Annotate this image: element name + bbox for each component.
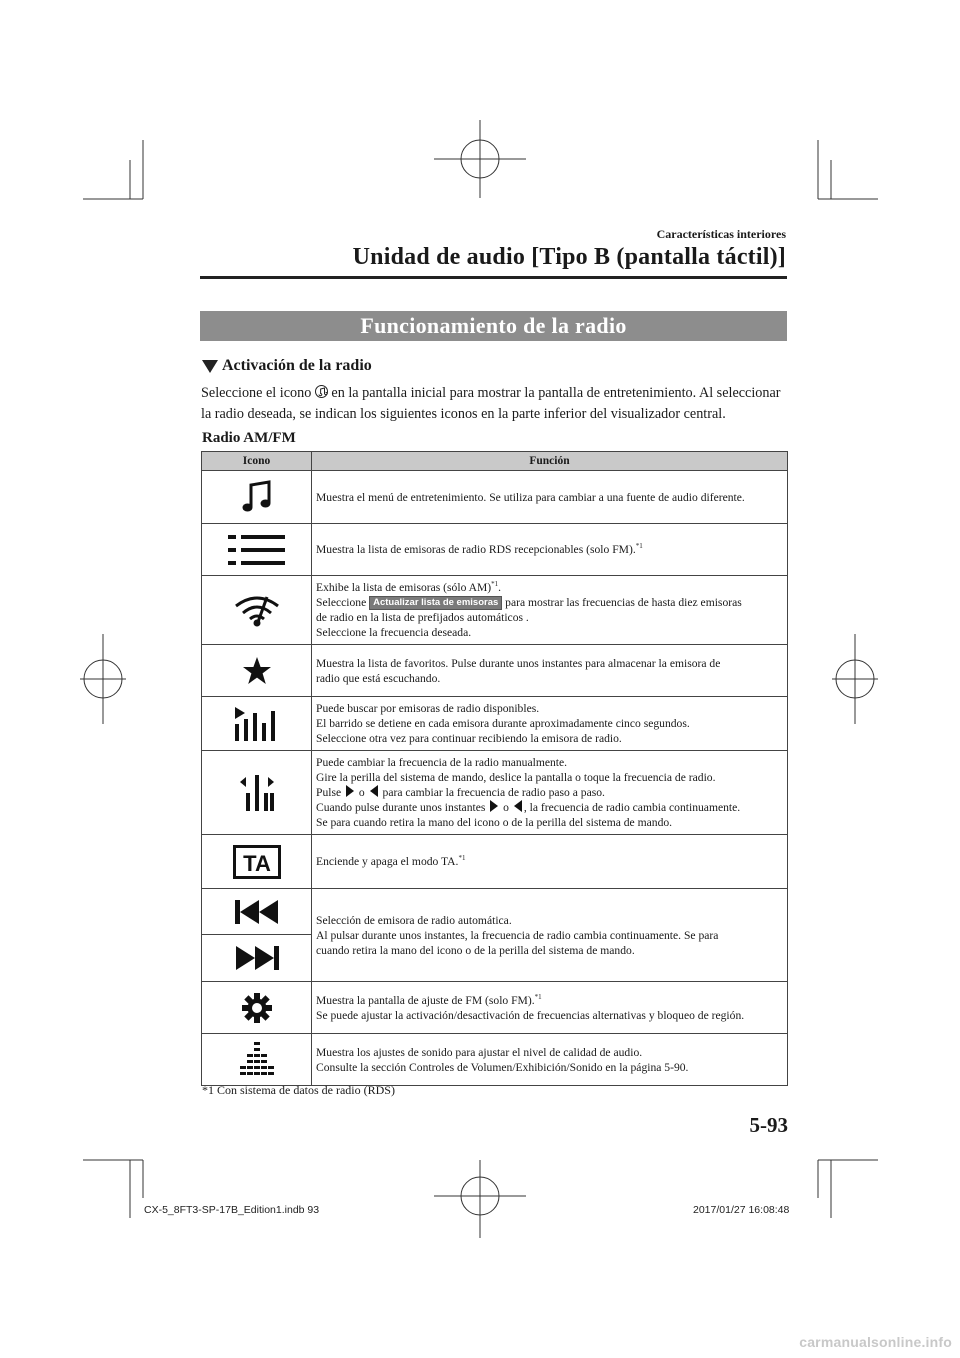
seek-forward-cell <box>202 935 311 981</box>
icon-cell <box>202 576 312 645</box>
icon-cell <box>202 697 312 751</box>
function-description <box>312 576 788 645</box>
table-header-row <box>202 452 788 471</box>
play-right-icon <box>346 785 354 797</box>
footnote-ref: *1 <box>491 580 499 589</box>
scan-icon <box>235 707 279 741</box>
table-row <box>202 751 788 835</box>
icon-cell <box>202 645 312 697</box>
header-function: Función <box>312 452 788 471</box>
description-line: Enciende y apaga el modo TA. <box>316 855 459 868</box>
description-line <box>316 785 783 800</box>
description-line: cuando retira la mano del icono o de la perilla del sistema de mando. <box>316 943 635 957</box>
line-text: Cuando pulse durante unos instantes <box>316 801 489 814</box>
description-line: Seleccione la frecuencia deseada. <box>316 626 472 639</box>
description-line: Muestra el menú de entretenimiento. Se utiliza para cambiar a una fuente de audio diferente. <box>316 490 745 504</box>
header-rule <box>200 276 787 279</box>
seek-back-icon <box>235 899 279 925</box>
print-datetime: 2017/01/27 16:08:48 <box>693 1204 790 1216</box>
sub-heading <box>202 357 372 375</box>
description-line: de radio en la lista de prefijados automáticos . <box>316 611 529 624</box>
table-row <box>202 524 788 576</box>
description-line <box>316 993 783 1008</box>
music-note-icon <box>315 385 328 398</box>
icon-cell <box>202 524 312 576</box>
play-right-icon <box>490 800 498 812</box>
seek-forward-icon <box>235 945 279 971</box>
description-line: Se puede ajustar la activación/desactivación de frecuencias alternativas y bloqueo de región. <box>316 1008 745 1022</box>
chapter-title: Unidad de audio [Tipo B (pantalla táctil)] <box>352 244 786 270</box>
watermark: carmanualsonline.info <box>799 1334 952 1350</box>
seek-back-cell <box>202 889 311 935</box>
line-text: o <box>356 786 368 799</box>
description-line: Puede cambiar la frecuencia de la radio manualmente. <box>316 756 568 769</box>
intro-text-end: en la pantalla inicial para mostrar la pantalla de entretenimiento. Al seleccionar la radio deseada, se indican los siguientes iconos en la parte inferior del visualizador central. <box>201 385 781 422</box>
ta-icon-label: TA <box>242 850 271 876</box>
description-line: Seleccione otra vez para continuar recibiendo la emisora de radio. <box>316 732 622 745</box>
table-row <box>202 697 788 751</box>
description-line: Al pulsar durante unos instantes, la frecuencia de radio cambia continuamente. Se para <box>316 928 719 942</box>
description-line <box>316 595 783 610</box>
line-text: para mostrar las frecuencias de hasta diez emisoras <box>502 596 742 609</box>
description-line: Muestra los ajustes de sonido para ajustar el nivel de calidad de audio. <box>316 1045 643 1059</box>
section-label: Características interiores <box>656 227 786 241</box>
line-text: Seleccione <box>316 596 370 609</box>
intro-text-start: Seleccione el icono <box>201 385 315 401</box>
table-row <box>202 471 788 524</box>
equalizer-icon <box>240 1042 274 1078</box>
line-text: , la frecuencia de radio cambia continuamente. <box>523 801 741 814</box>
table-row <box>202 835 788 889</box>
triangle-bullet-icon <box>202 360 218 373</box>
icon-cell <box>202 471 312 524</box>
function-description <box>312 982 788 1034</box>
table-row <box>202 982 788 1034</box>
description-line <box>316 800 783 815</box>
function-description <box>312 645 788 697</box>
table-title: Radio AM/FM <box>202 430 296 446</box>
footnote: *1 Con sistema de datos de radio (RDS) <box>202 1083 395 1097</box>
gear-icon <box>242 993 272 1023</box>
icon-cell <box>202 889 312 982</box>
description-line: El barrido se detiene en cada emisora durante aproximadamente cinco segundos. <box>316 717 690 730</box>
icon-cell <box>202 982 312 1034</box>
line-text: Muestra la pantalla de ajuste de FM (solo FM). <box>316 993 535 1007</box>
music-note-icon <box>239 479 275 515</box>
icon-cell <box>202 835 312 889</box>
star-icon <box>242 656 272 686</box>
list-icon <box>228 533 286 567</box>
icon-cell <box>202 1034 312 1086</box>
icon-cell <box>202 751 312 835</box>
description-line: Selección de emisora de radio automática. <box>316 913 512 927</box>
page-number: 5-93 <box>749 1113 788 1137</box>
function-description <box>312 1034 788 1086</box>
play-left-icon <box>514 800 522 812</box>
description-line: Consulte la sección Controles de Volumen/Exhibición/Sonido en la página 5-90. <box>316 1060 689 1074</box>
function-description <box>312 835 788 889</box>
intro-paragraph <box>201 383 791 425</box>
description-line: Se para cuando retira la mano del icono o de la perilla del sistema de mando. <box>316 816 673 829</box>
line-text: Exhibe la lista de emisoras (sólo AM) <box>316 581 492 594</box>
description-line <box>316 580 783 595</box>
table-row <box>202 576 788 645</box>
footnote-ref: *1 <box>458 854 466 863</box>
footnote-ref: *1 <box>534 992 542 1001</box>
update-station-list-button[interactable]: Actualizar lista de emisoras <box>369 596 502 610</box>
play-left-icon <box>370 785 378 797</box>
section-banner: Funcionamiento de la radio <box>200 311 787 341</box>
line-text: o <box>500 801 512 814</box>
radio-functions-table <box>201 451 788 1086</box>
function-description <box>312 697 788 751</box>
table-row <box>202 1034 788 1086</box>
table-row <box>202 889 788 982</box>
function-description <box>312 889 788 982</box>
function-description <box>312 751 788 835</box>
am-station-icon <box>233 592 281 628</box>
line-text: Pulse <box>316 786 345 799</box>
header-icon: Icono <box>202 452 312 471</box>
footnote-ref: *1 <box>635 542 643 551</box>
description-line: Muestra la lista de favoritos. Pulse durante unos instantes para almacenar la emisora de <box>316 656 721 670</box>
print-file-info: CX-5_8FT3-SP-17B_Edition1.indb 93 <box>144 1204 320 1216</box>
description-line: radio que está escuchando. <box>316 671 441 685</box>
description-line: Muestra la lista de emisoras de radio RDS recepcionables (solo FM). <box>316 543 636 556</box>
table-row <box>202 645 788 697</box>
description-line: Puede buscar por emisoras de radio disponibles. <box>316 702 540 715</box>
description-line: Gire la perilla del sistema de mando, deslice la pantalla o toque la frecuencia de radio. <box>316 771 716 784</box>
function-description <box>312 524 788 576</box>
line-text: para cambiar la frecuencia de radio paso a paso. <box>379 786 605 799</box>
function-description <box>312 471 788 524</box>
line-text: . <box>498 581 502 594</box>
sub-heading-text: Activación de la radio <box>222 357 372 374</box>
tune-icon <box>240 775 274 811</box>
ta-icon <box>233 845 281 879</box>
